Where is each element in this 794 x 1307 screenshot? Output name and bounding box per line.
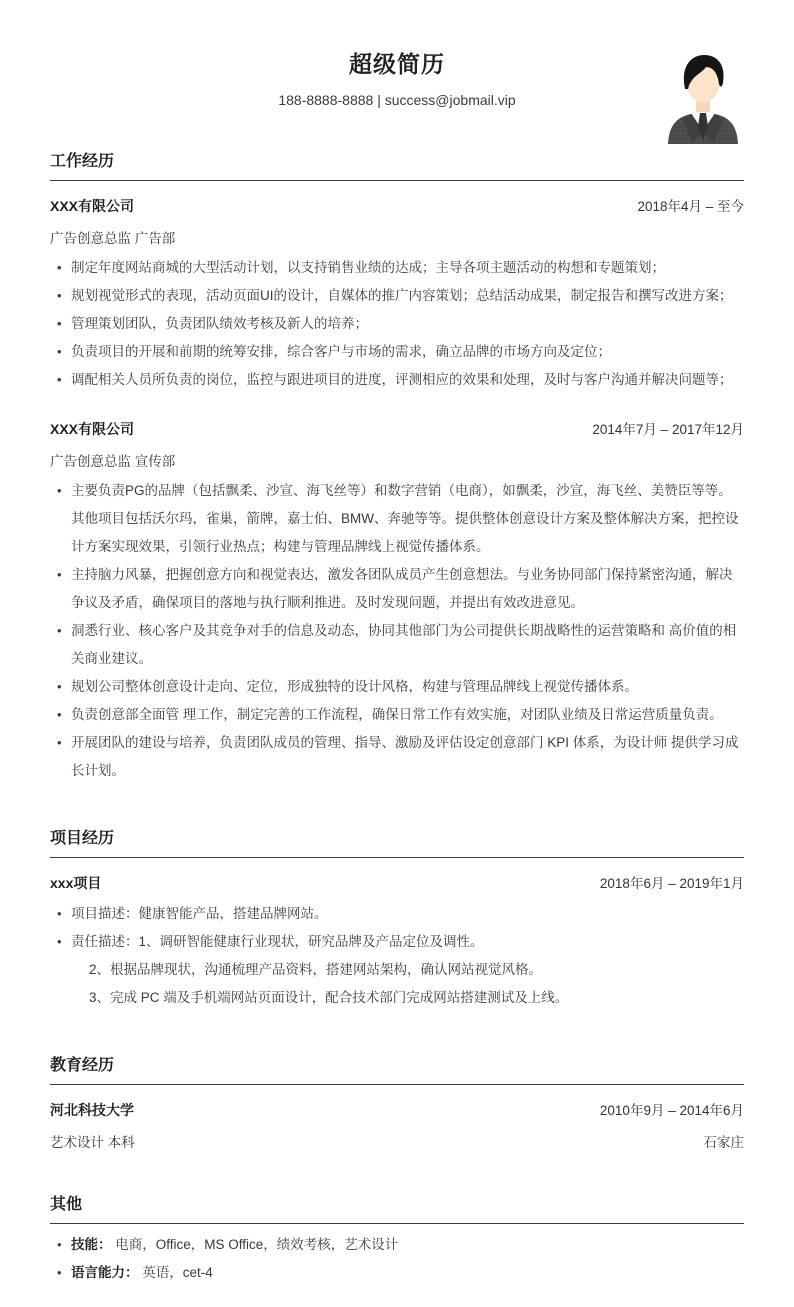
company-name: XXX有限公司 xyxy=(50,421,135,437)
other-items xyxy=(50,1231,744,1287)
contact-info: 188-8888-8888 | success@jobmail.vip xyxy=(278,92,516,108)
section-heading-education: 教育经历 xyxy=(50,1052,744,1085)
language-label: 语言能力： xyxy=(71,1265,139,1280)
bullet-item: • 开展团队的建设与培养，负责团队成员的管理、指导、激励及评估设定创意部门 KPI 体系，为设计师 提供学习成长计划。 xyxy=(50,729,744,785)
work-entry-1-bullets xyxy=(50,254,744,394)
project-sub-line: 3、完成 PC 端及手机端网站页面设计，配合技术部门完成网站搭建测试及上线。 xyxy=(89,990,569,1005)
section-other xyxy=(50,1191,744,1287)
bullet-item: • 规划公司整体创意设计走向、定位，形成独特的设计风格，构建与管理品牌线上视觉传播体系。 xyxy=(50,673,744,701)
bullet-item: • 负责创意部全面管 理工作，制定完善的工作流程，确保日常工作有效实施，对团队业绩及日常运营质量负责。 xyxy=(50,701,744,729)
section-work xyxy=(50,148,744,785)
date-range: 2014年7月 – 2017年12月 xyxy=(592,422,744,437)
skills-item xyxy=(50,1231,744,1259)
job-title: 广告创意总监 广告部 xyxy=(50,231,176,246)
skills-value: 电商，Office，MS Office，绩效考核，艺术设计 xyxy=(115,1237,399,1252)
project-name: xxx项目 xyxy=(50,875,102,891)
page-title: 超级简历 xyxy=(349,51,445,77)
bullet-item: • 制定年度网站商城的大型活动计划，以支持销售业绩的达成；主导各项主题活动的构想和专题策划； xyxy=(50,254,744,282)
project-entry-1-bullets xyxy=(50,900,744,956)
company-name: XXX有限公司 xyxy=(50,198,135,214)
bullet-item: • 主持脑力风暴，把握创意方向和视觉表达，激发各团队成员产生创意想法。与业务协同部门保持紧密沟通，解决争议及矛盾，确保项目的落地与执行顺利推进。及时发现问题，并提出有效改进意见。 xyxy=(50,561,744,617)
language-value: 英语，cet-4 xyxy=(142,1265,213,1280)
bullet-item: • 项目描述：健康智能产品，搭建品牌网站。 xyxy=(50,900,744,928)
project-entry-1 xyxy=(50,872,744,1012)
bullet-item: • 主要负责PG的品牌（包括飘柔、沙宣、海飞丝等）和数字营销（电商），如飘柔，沙宣，海飞丝、美赞臣等等。其他项目包括沃尔玛，雀巢，箭牌，嘉士伯、BMW、奔驰等等。提供整体创意设计方案及整体解决方案，把控设计方案实现效果，引领行业热点；构建与管理品牌线上视觉传播体系。 xyxy=(50,477,744,561)
person-portrait-icon xyxy=(664,52,742,144)
work-entry-2-bullets xyxy=(50,477,744,785)
bullet-item: • 管理策划团队，负责团队绩效考核及新人的培养； xyxy=(50,310,744,338)
avatar xyxy=(664,52,742,144)
date-range: 2018年4月 – 至今 xyxy=(637,199,744,214)
work-entry-1 xyxy=(50,195,744,394)
bullet-item: • 责任描述：1、调研智能健康行业现状，研究品牌及产品定位及调性。 xyxy=(50,928,744,956)
section-heading-work: 工作经历 xyxy=(50,148,744,181)
date-range: 2010年9月 – 2014年6月 xyxy=(599,1103,744,1118)
date-range: 2018年6月 – 2019年1月 xyxy=(599,876,744,891)
section-heading-other: 其他 xyxy=(50,1191,744,1224)
skills-label: 技能： xyxy=(71,1237,112,1252)
section-project xyxy=(50,825,744,1012)
bullet-item: • 调配相关人员所负责的岗位，监控与跟进项目的进度，评测相应的效果和处理，及时与客户沟通并解决问题等； xyxy=(50,366,744,394)
school-name: 河北科技大学 xyxy=(50,1102,134,1118)
resume-header xyxy=(50,46,744,108)
section-education xyxy=(50,1052,744,1151)
school-location: 石家庄 xyxy=(703,1135,744,1150)
bullet-item: • 洞悉行业、核心客户及其竞争对手的信息及动态，协同其他部门为公司提供长期战略性的运营策略和 高价值的相关商业建议。 xyxy=(50,617,744,673)
project-sub-line: 2、根据品牌现状，沟通梳理产品资料，搭建网站架构，确认网站视觉风格。 xyxy=(89,962,543,977)
language-item xyxy=(50,1259,744,1287)
job-title: 广告创意总监 宣传部 xyxy=(50,454,176,469)
bullet-item: • 负责项目的开展和前期的统筹安排，综合客户与市场的需求，确立品牌的市场方向及定位； xyxy=(50,338,744,366)
bullet-item: • 规划视觉形式的表现，活动页面UI的设计，自媒体的推广内容策划；总结活动成果，制定报告和撰写改进方案； xyxy=(50,282,744,310)
work-entry-2 xyxy=(50,418,744,785)
major-degree: 艺术设计 本科 xyxy=(50,1135,135,1150)
section-heading-project: 项目经历 xyxy=(50,825,744,858)
